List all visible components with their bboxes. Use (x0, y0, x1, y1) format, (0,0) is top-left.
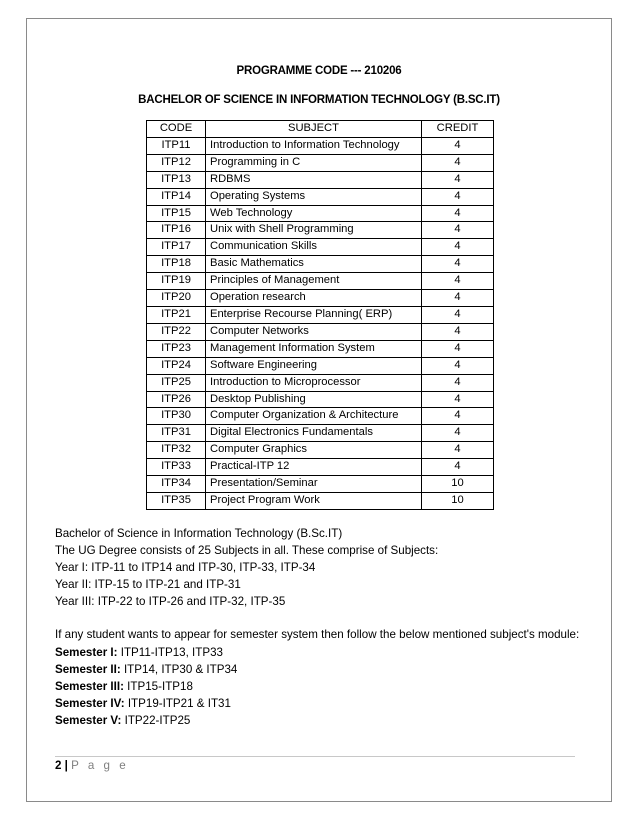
cell-credit: 4 (422, 205, 494, 222)
subjects-table (146, 120, 494, 510)
programme-name-heading: BACHELOR OF SCIENCE IN INFORMATION TECHNOLOGY (B.SC.IT) (138, 94, 500, 106)
cell-credit: 10 (422, 476, 494, 493)
table-row (147, 154, 494, 171)
header-credit: CREDIT (422, 121, 494, 138)
cell-credit: 4 (422, 239, 494, 256)
cell-code: ITP32 (147, 442, 206, 459)
table-row (147, 391, 494, 408)
cell-code: ITP13 (147, 171, 206, 188)
cell-credit: 4 (422, 442, 494, 459)
semester-value: ITP14, ITP30 & ITP34 (120, 662, 238, 676)
cell-credit: 4 (422, 154, 494, 171)
cell-code: ITP22 (147, 323, 206, 340)
cell-credit: 4 (422, 357, 494, 374)
cell-code: ITP31 (147, 425, 206, 442)
cell-code: ITP25 (147, 374, 206, 391)
cell-subject: Operation research (206, 290, 422, 307)
semester-value: ITP19-ITP21 & IT31 (124, 696, 231, 710)
table-row (147, 290, 494, 307)
table-header-row (147, 121, 494, 138)
cell-subject: Computer Networks (206, 323, 422, 340)
notes-line: Year II: ITP-15 to ITP-21 and ITP-31 (55, 578, 241, 592)
cell-credit: 4 (422, 340, 494, 357)
cell-credit: 4 (422, 391, 494, 408)
semester-value: ITP15-ITP18 (123, 679, 193, 693)
cell-subject: Management Information System (206, 340, 422, 357)
cell-code: ITP15 (147, 205, 206, 222)
table-row (147, 205, 494, 222)
cell-subject: Enterprise Recourse Planning( ERP) (206, 306, 422, 323)
footer-divider (55, 756, 575, 757)
page-number: 2 (55, 759, 62, 772)
semester-intro: If any student wants to appear for semester system then follow the below mentioned subject's module: (55, 628, 580, 642)
cell-credit: 4 (422, 171, 494, 188)
cell-subject: Desktop Publishing (206, 391, 422, 408)
header-subject: SUBJECT (206, 121, 422, 138)
cell-credit: 4 (422, 222, 494, 239)
table-row (147, 273, 494, 290)
table-row (147, 137, 494, 154)
cell-subject: Operating Systems (206, 188, 422, 205)
cell-subject: Basic Mathematics (206, 256, 422, 273)
table-row (147, 171, 494, 188)
table-row (147, 323, 494, 340)
cell-credit: 4 (422, 374, 494, 391)
semester-value: ITP22-ITP25 (121, 713, 191, 727)
cell-credit: 4 (422, 459, 494, 476)
cell-code: ITP17 (147, 239, 206, 256)
cell-subject: Programming in C (206, 154, 422, 171)
table-row (147, 442, 494, 459)
cell-subject: Communication Skills (206, 239, 422, 256)
semester-label: Semester III: (55, 679, 124, 693)
semester-line (55, 678, 595, 695)
notes-line: Bachelor of Science in Information Technology (B.Sc.IT) (55, 527, 343, 540)
cell-subject: Project Program Work (206, 492, 422, 509)
cell-code: ITP18 (147, 256, 206, 273)
cell-subject: Presentation/Seminar (206, 476, 422, 493)
table-row (147, 374, 494, 391)
page-label: P a g e (71, 759, 129, 772)
semester-label: Semester I: (55, 645, 118, 659)
cell-code: ITP23 (147, 340, 206, 357)
cell-subject: Principles of Management (206, 273, 422, 290)
cell-credit: 4 (422, 273, 494, 290)
cell-credit: 4 (422, 323, 494, 340)
cell-credit: 10 (422, 492, 494, 509)
cell-subject: Introduction to Information Technology (206, 137, 422, 154)
cell-code: ITP11 (147, 137, 206, 154)
notes-section (55, 525, 595, 729)
cell-code: ITP33 (147, 459, 206, 476)
spacer (55, 610, 595, 626)
table-row (147, 239, 494, 256)
cell-subject: Unix with Shell Programming (206, 222, 422, 239)
semester-line (55, 712, 595, 729)
programme-code-heading: PROGRAMME CODE --- 210206 (236, 65, 402, 77)
table-row (147, 425, 494, 442)
table-row (147, 408, 494, 425)
semester-label: Semester IV: (55, 696, 125, 710)
table-row (147, 256, 494, 273)
cell-subject: Computer Organization & Architecture (206, 408, 422, 425)
cell-subject: Web Technology (206, 205, 422, 222)
semester-line (55, 644, 595, 661)
cell-subject: Digital Electronics Fundamentals (206, 425, 422, 442)
table-row (147, 340, 494, 357)
cell-code: ITP20 (147, 290, 206, 307)
cell-credit: 4 (422, 306, 494, 323)
semester-line (55, 695, 595, 712)
semester-value: ITP11-ITP13, ITP33 (117, 645, 223, 659)
cell-code: ITP16 (147, 222, 206, 239)
cell-credit: 4 (422, 425, 494, 442)
header-code: CODE (147, 121, 206, 138)
notes-line: The UG Degree consists of 25 Subjects in all. These comprise of Subjects: (55, 544, 439, 558)
page-footer (55, 759, 129, 772)
semester-label: Semester II: (55, 662, 121, 676)
cell-code: ITP26 (147, 391, 206, 408)
cell-code: ITP34 (147, 476, 206, 493)
cell-credit: 4 (422, 408, 494, 425)
cell-subject: Software Engineering (206, 357, 422, 374)
cell-subject: Computer Graphics (206, 442, 422, 459)
table-row (147, 492, 494, 509)
cell-code: ITP21 (147, 306, 206, 323)
notes-line: Year I: ITP-11 to ITP14 and ITP-30, ITP-33, ITP-34 (55, 561, 316, 575)
cell-code: ITP35 (147, 492, 206, 509)
table-row (147, 459, 494, 476)
table-row (147, 476, 494, 493)
cell-subject: Introduction to Microprocessor (206, 374, 422, 391)
table-row (147, 306, 494, 323)
cell-credit: 4 (422, 256, 494, 273)
cell-code: ITP14 (147, 188, 206, 205)
cell-code: ITP24 (147, 357, 206, 374)
semester-label: Semester V: (55, 713, 122, 727)
table-row (147, 222, 494, 239)
cell-credit: 4 (422, 137, 494, 154)
cell-subject: RDBMS (206, 171, 422, 188)
table-row (147, 188, 494, 205)
cell-credit: 4 (422, 188, 494, 205)
cell-credit: 4 (422, 290, 494, 307)
cell-subject: Practical-ITP 12 (206, 459, 422, 476)
notes-line: Year III: ITP-22 to ITP-26 and ITP-32, ITP-35 (55, 595, 286, 609)
semester-line (55, 661, 595, 678)
cell-code: ITP19 (147, 273, 206, 290)
table-row (147, 357, 494, 374)
cell-code: ITP30 (147, 408, 206, 425)
footer-separator: | (61, 759, 72, 772)
cell-code: ITP12 (147, 154, 206, 171)
